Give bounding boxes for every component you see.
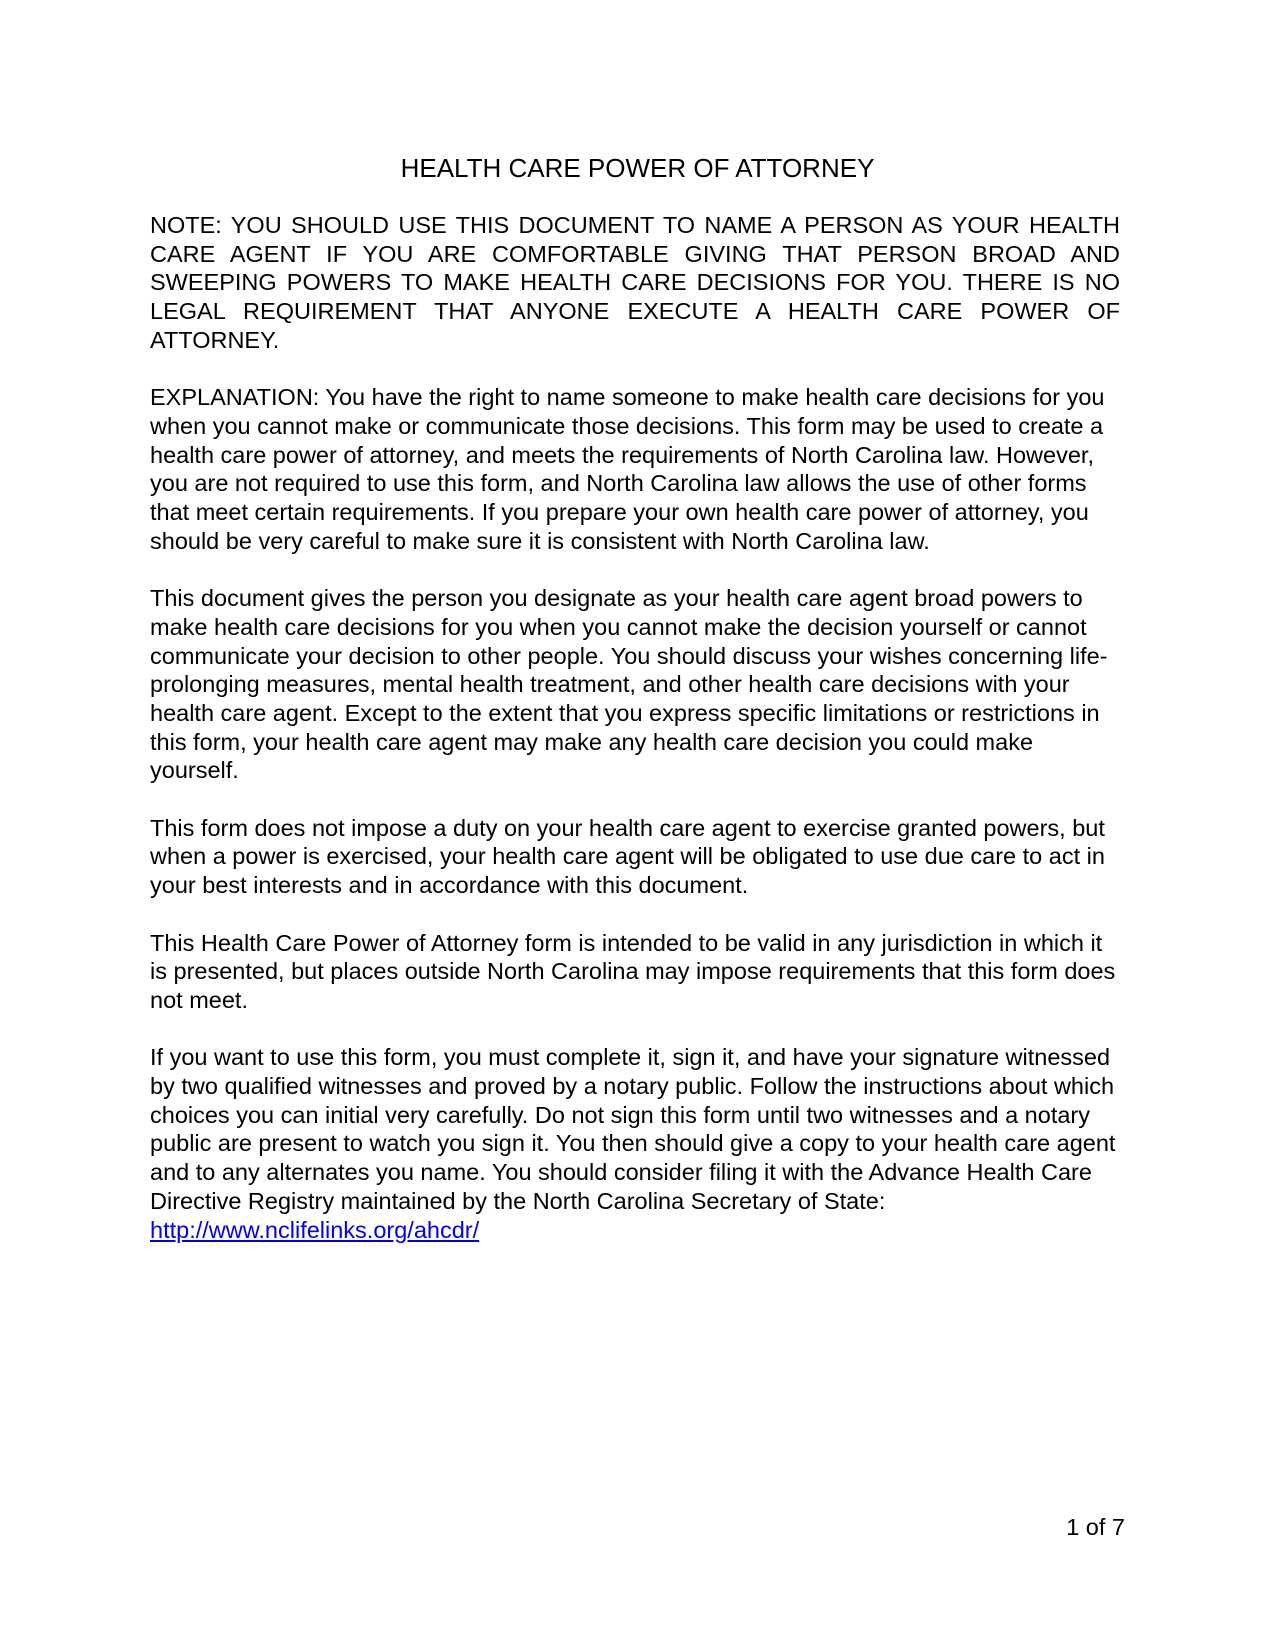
instructions-paragraph xyxy=(150,1043,1120,1244)
instructions-text: If you want to use this form, you must complete it, sign it, and have your signature witnessed by two qualified witnesses and proved by a notary public. Follow the instructions about which choices you can initial very carefully. Do not sign this form until two witnesses and a notary public are present to watch you sign it. You then should give a copy to your health care agent and to any alternates you name. You should consider filing it with the Advance Health Care Directive Registry maintained by the North Carolina Secretary of State: xyxy=(150,1044,1116,1214)
broad-powers-paragraph: This document gives the person you designate as your health care agent broad powers to make health care decisions for you when you cannot make the decision yourself or cannot communicate your decision to other people. You should discuss your wishes concerning life-prolonging measures, mental health treatment, and other health care decisions with your health care agent. Except to the extent that you express specific limitations or restrictions in this form, your health care agent may make any health care decision you could make yourself. xyxy=(150,585,1108,784)
page-number: 1 of 7 xyxy=(1066,1514,1125,1540)
document-body xyxy=(150,211,1120,1273)
note-paragraph: NOTE: YOU SHOULD USE THIS DOCUMENT TO NAME A PERSON AS YOUR HEALTH CARE AGENT IF YOU ARE COMFORTABLE GIVING THAT PERSON BROAD AND SWEEPING POWERS TO MAKE HEALTH CARE DECISIONS FOR YOU. THERE IS NO LEGAL REQUIREMENT THAT ANYONE EXECUTE A HEALTH CARE POWER OF ATTORNEY. xyxy=(150,212,1120,353)
registry-link[interactable]: http://www.nclifelinks.org/ahcdr/ xyxy=(150,1216,480,1243)
explanation-paragraph: EXPLANATION: You have the right to name someone to make health care decisions for you when you cannot make or communicate those decisions. This form may be used to create a health care power of attorney, and meets the requirements of North Carolina law. However, you are not required to use this form, and North Carolina law allows the use of other forms that meet certain requirements. If you prepare your own health care power of attorney, you should be very careful to make sure it is consistent with North Carolina law. xyxy=(150,384,1105,554)
duty-paragraph: This form does not impose a duty on your health care agent to exercise granted powers, but when a power is exercised, your health care agent will be obligated to use due care to act in your best interests and in accordance with this document. xyxy=(150,814,1105,899)
document-title: HEALTH CARE POWER OF ATTORNEY xyxy=(400,153,875,183)
jurisdiction-paragraph: This Health Care Power of Attorney form is intended to be valid in any jurisdiction in which it is presented, but places outside North Carolina may impose requirements that this form does not meet. xyxy=(150,929,1116,1013)
